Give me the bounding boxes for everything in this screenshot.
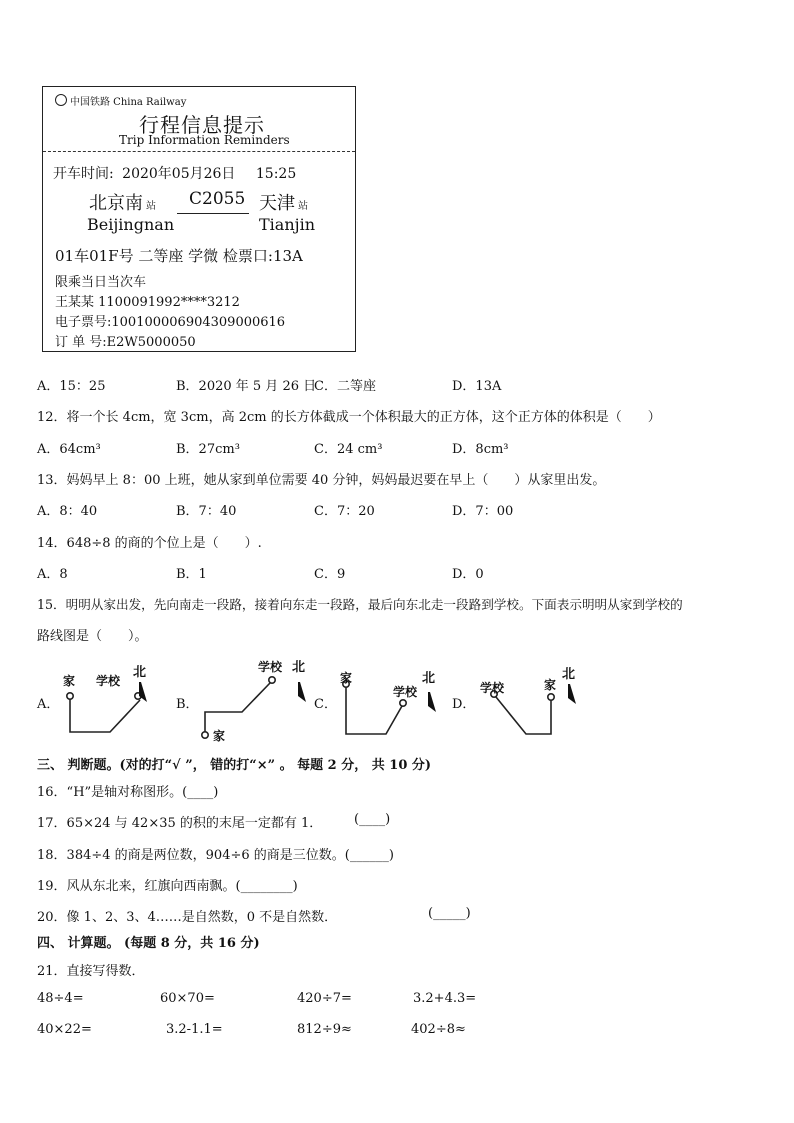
q14-option-a: A．8 [37, 567, 68, 582]
q15-option-d-letter: D． [452, 697, 476, 712]
q11-option-a: A．15：25 [37, 379, 106, 394]
ticket-divider [43, 151, 355, 152]
label-north-d: 北 [562, 667, 576, 682]
eticket-number: 电子票号:10010000690430900061​6 [55, 315, 286, 330]
label-north-b: 北 [292, 660, 306, 675]
to-station-cn: 天津 站 [259, 193, 308, 214]
label-home-b: 家 [213, 729, 226, 743]
ticket-note: 限乘当日当次车 [55, 275, 147, 290]
q17-text: 17．65×24 与 42×35 的积的末尾一定都有 1． [37, 816, 323, 831]
label-school-d: 学校 [480, 681, 505, 695]
q13-option-b: B．7：40 [176, 504, 237, 519]
seat-info: 01车01F号 二等座 学微 检票口:13A [55, 247, 303, 265]
q15-stem-line2: 路线图是（ ）。 [37, 629, 148, 644]
q18-text: 18．384÷4 的商是两位数，904÷6 的商是三位数。(______) [37, 848, 394, 863]
calc-item: 60×70= [160, 991, 215, 1006]
q13-stem: 13．妈妈早上 8：00 上班，她从家到单位需要 40 分钟，妈妈最迟要在早上（ ）从家里出发。 [37, 473, 606, 488]
order-number: 订 单 号:E2W5000050 [55, 335, 196, 350]
q11-option-c: C．二等座 [314, 379, 376, 394]
q12-option-d: D．8cm³ [452, 442, 509, 457]
route-diagram-d [491, 691, 554, 734]
calc-item: 420÷7= [297, 991, 352, 1006]
q20-text: 20．像 1、2、3、4……是自然数，0 不是自然数． [37, 910, 338, 925]
train-ticket [42, 86, 356, 352]
north-arrow-icon [298, 682, 306, 702]
label-school-a: 学校 [96, 674, 121, 688]
q20-answer-blank[interactable]: (_____) [428, 906, 471, 921]
calc-item: 3.2-1.1= [166, 1022, 223, 1037]
north-arrow-icon [428, 692, 436, 712]
q15-option-b-letter: B． [176, 697, 199, 712]
label-north-c: 北 [422, 671, 436, 686]
q12-stem: 12．将一个长 4cm，宽 3cm，高 2cm 的长方体截成一个体积最大的正方体，这个正方体的体积是（ ） [37, 410, 661, 425]
train-number-underline [177, 213, 249, 214]
label-school-b: 学校 [258, 660, 283, 674]
china-railway-logo-icon [55, 94, 67, 106]
ticket-logo: 中国铁路 China Railway [55, 93, 186, 108]
q12-option-b: B．27cm³ [176, 442, 240, 457]
q11-option-b: B．2020 年 5 月 26 日 [176, 379, 317, 394]
passenger-info: 王某某 1100091992****3212 [55, 295, 240, 310]
q14-option-c: C．9 [314, 567, 346, 582]
calc-item: 3.2+4.3= [413, 991, 477, 1006]
q15-route-diagrams [30, 650, 590, 750]
calc-item: 402÷8≈ [411, 1022, 466, 1037]
label-north-a: 北 [133, 665, 147, 680]
north-arrow-icon [568, 684, 576, 704]
ticket-title-en: Trip Information Reminders [119, 133, 290, 147]
section3-heading: 三、 判断题。(对的打“√ ”， 错的打“×” 。 每题 2 分， 共 10 分) [37, 758, 432, 773]
q14-stem: 14．648÷8 的商的个位上是（ ）. [37, 536, 262, 551]
section4-heading: 四、 计算题。 (每题 8 分，共 16 分) [37, 936, 260, 951]
q21-text: 21．直接写得数． [37, 964, 145, 979]
q14-option-d: D．0 [452, 567, 484, 582]
q17-answer-blank[interactable]: (____) [354, 812, 391, 827]
q16-text: 16．“H”是轴对称图形。(____) [37, 785, 219, 800]
q19-text: 19．风从东北来，红旗向西南飘。(________) [37, 879, 298, 894]
q12-option-c: C．24 cm³ [314, 442, 383, 457]
depart-row: 开车时间: 2020年05月26日 15:25 [53, 166, 297, 182]
q13-option-a: A．8：40 [37, 504, 98, 519]
calc-item: 48÷4= [37, 991, 84, 1006]
q14-option-b: B．1 [176, 567, 207, 582]
q13-option-c: C．7：20 [314, 504, 375, 519]
from-station-cn: 北京南 站 [89, 193, 156, 214]
to-station-en: Tianjin [259, 215, 316, 234]
from-station-en: Beijingnan [87, 215, 175, 234]
label-home-d: 家 [544, 678, 557, 692]
ticket-title-cn: 行程信息提示 [139, 113, 265, 137]
q11-option-d: D．13A [452, 379, 502, 394]
label-school-c: 学校 [393, 685, 418, 699]
calc-item: 812÷9≈ [297, 1022, 352, 1037]
label-home-c: 家 [340, 671, 353, 685]
calc-item: 40×22= [37, 1022, 92, 1037]
train-number: C2055 [189, 189, 246, 209]
q15-option-a-letter: A． [37, 697, 60, 712]
q13-option-d: D．7：00 [452, 504, 514, 519]
q12-option-a: A．64cm³ [37, 442, 101, 457]
q15-stem-line1: 15．明明从家出发，先向南走一段路，接着向东走一段路，最后向东北走一段路到学校。下面表示明明从家到学校的 [37, 597, 683, 612]
label-home-a: 家 [63, 674, 76, 688]
route-diagram-a [67, 693, 141, 732]
q15-option-c-letter: C． [314, 697, 337, 712]
